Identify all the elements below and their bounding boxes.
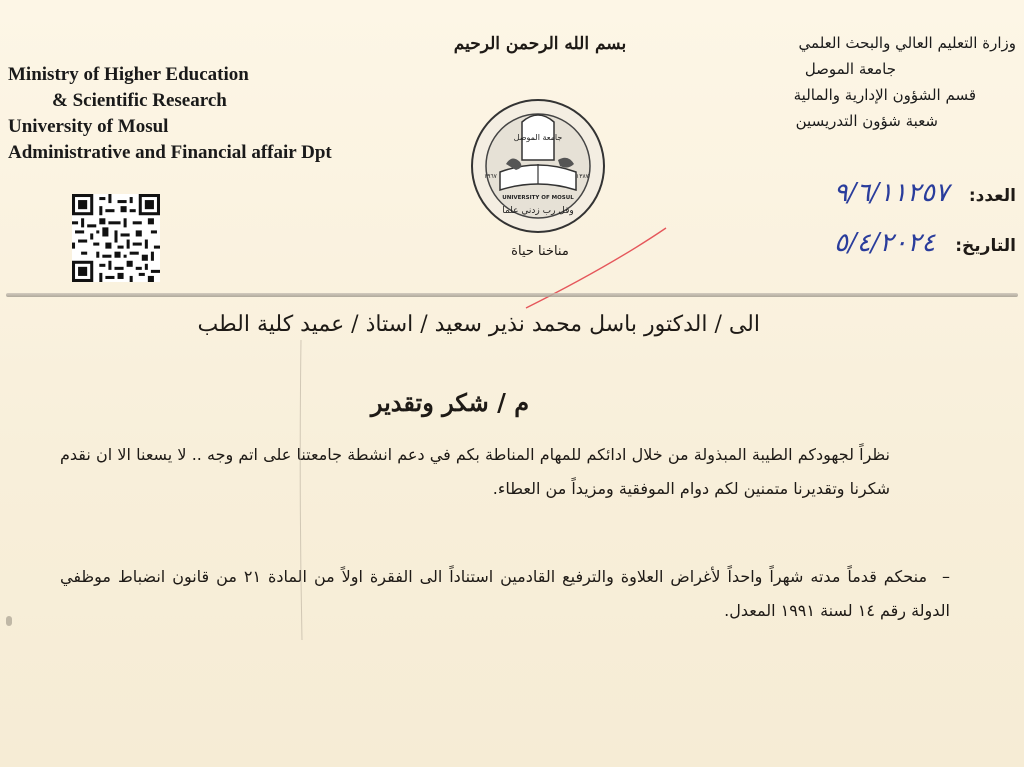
english-letterhead bbox=[8, 62, 408, 166]
body-paragraph: نظراً لجهودكم الطيبة المبذولة من خلال ادائكم للمهام المناطة بكم في دعم انشطة جامعتنا على اتم وجه .. لا يسعنا الا ان نقدم شكرنا وتقديرنا متمنين لكم دوام الموفقية ومزيداً من العطاء. bbox=[60, 445, 890, 498]
header-divider bbox=[6, 293, 1018, 297]
department-name-ar: قسم الشؤون الإدارية والمالية bbox=[793, 86, 976, 104]
seal-year-right: ١٣٨٧ bbox=[576, 173, 589, 180]
seal-year-left: ١٩٦٧ bbox=[484, 173, 497, 180]
section-name-ar: شعبة شؤون التدريسين bbox=[795, 112, 938, 130]
university-seal bbox=[470, 98, 606, 234]
addressee-line: الى / الدكتور باسل محمد نذير سعيد / استاذ / عميد كلية الطب bbox=[197, 312, 760, 337]
seal-inner-text: جامعة الموصل bbox=[513, 133, 563, 142]
seal-bottom-text: وقل رب زدني علما bbox=[502, 206, 574, 216]
grant-item-text: منحكم قدماً مدته شهراً واحداً لأغراض العلاوة والترفيع القادمين استناداً الى الفقرة اولاً من المادة ٢١ من قانون انضباط موظفي الدولة رقم ١٤ لسنة ١٩٩١ المعدل. bbox=[60, 567, 950, 620]
basmala: بسم الله الرحمن الرحيم bbox=[453, 34, 627, 54]
date-label: التاريخ: bbox=[955, 236, 1016, 256]
date-field bbox=[834, 228, 1016, 258]
department-name-en: Administrative and Financial affair Dpt bbox=[8, 142, 332, 163]
pen-stroke-mark bbox=[520, 226, 670, 310]
paper-fold-mark bbox=[296, 340, 306, 640]
grant-item bbox=[60, 560, 950, 628]
reference-number-label: العدد: bbox=[968, 186, 1016, 206]
seal-ring-text: UNIVERSITY OF MOSUL bbox=[502, 195, 574, 201]
reference-number-field bbox=[834, 178, 1016, 208]
letter-subject: م / شكر وتقدير bbox=[370, 388, 530, 417]
ministry-name-en: Ministry of Higher Education bbox=[8, 64, 249, 85]
university-motto: مناخنا حياة bbox=[511, 244, 569, 259]
ministry-subtitle-en: & Scientific Research bbox=[52, 90, 227, 111]
item-bullet: – bbox=[942, 567, 950, 586]
paper-speck bbox=[6, 616, 12, 626]
university-name-en: University of Mosul bbox=[8, 116, 169, 137]
ministry-name-ar: وزارة التعليم العالي والبحث العلمي bbox=[798, 34, 1016, 52]
qr-code bbox=[72, 194, 160, 282]
arabic-letterhead bbox=[696, 30, 1016, 134]
date-value: ٥/٤/٢٠٢٤ bbox=[834, 228, 936, 258]
university-name-ar: جامعة الموصل bbox=[804, 60, 896, 78]
reference-number-value: ٩/٦/١١٢٥٧ bbox=[833, 178, 949, 208]
